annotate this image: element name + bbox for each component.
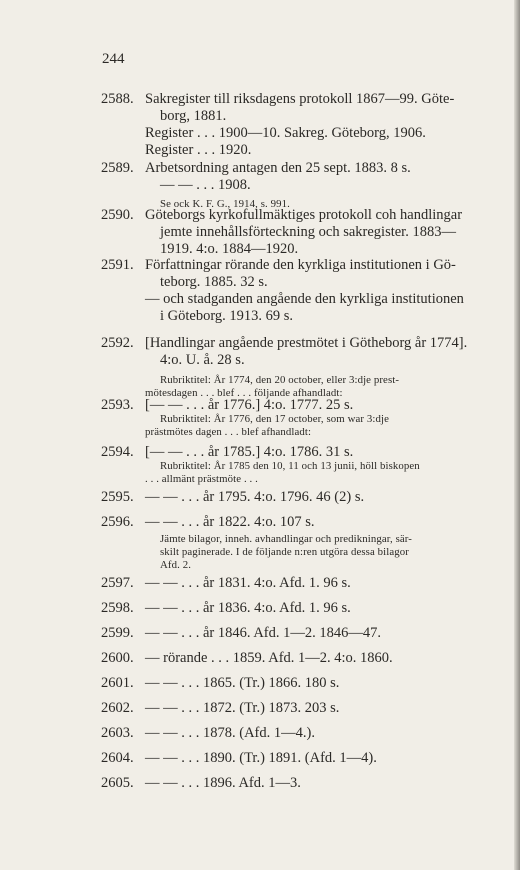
entry-text-line: Jämte bilagor, inneh. avhandlingar och predikningar, sär- (160, 533, 412, 545)
entry-number: 2599. (101, 625, 134, 641)
entry-number: 2605. (101, 775, 134, 791)
entry-number: 2596. (101, 514, 134, 530)
entry-text-line: 4:o. U. å. 28 s. (160, 352, 245, 368)
entry-text-line: — — . . . år 1836. 4:o. Afd. 1. 96 s. (145, 600, 351, 616)
entry-text-line: [Handlingar angående prestmötet i Götheborg år 1774]. (145, 335, 468, 351)
entry-text-line: [— — . . . år 1785.] 4:o. 1786. 31 s. (145, 444, 354, 460)
entry-text-line: 1919. 4:o. 1884—1920. (160, 241, 299, 257)
entry-text-line: — — . . . år 1831. 4:o. Afd. 1. 96 s. (145, 575, 351, 591)
entry-text-line: Göteborgs kyrkofullmäktiges protokoll coh handlingar (145, 207, 463, 223)
entry-text-line: jemte innehållsförteckning och sakregister. 1883— (160, 224, 456, 240)
entry-number: 2600. (101, 650, 134, 666)
entry-text-line: mötesdagen . . . blef . . . följande afhandladt: (145, 387, 343, 399)
entry-number: 2594. (101, 444, 134, 460)
entry-number: 2593. (101, 397, 134, 413)
entry-number: 2603. (101, 725, 134, 741)
entry-text-line: Rubriktitel: År 1785 den 10, 11 och 13 junii, höll biskopen (160, 460, 420, 472)
entry-text-line: prästmötes dagen . . . blef afhandladt: (145, 426, 312, 438)
entry-text-line: skilt paginerade. I de följande n:ren utgöra dessa bilagor (160, 546, 409, 558)
entry-number: 2597. (101, 575, 134, 591)
entry-number: 2590. (101, 207, 134, 223)
entry-text-line: — — . . . år 1846. Afd. 1—2. 1846—47. (145, 625, 382, 641)
entry-text-line: i Göteborg. 1913. 69 s. (160, 308, 294, 324)
entry-text-line: . . . allmänt prästmöte . . . (145, 473, 258, 485)
entry-text-line: — — . . . år 1822. 4:o. 107 s. (145, 514, 315, 530)
entry-number: 2588. (101, 91, 134, 107)
entry-number: 2595. (101, 489, 134, 505)
entry-text-line: — rörande . . . 1859. Afd. 1—2. 4:o. 1860. (145, 650, 393, 666)
entry-text-line: Sakregister till riksdagens protokoll 1867—99. Göte- (145, 91, 455, 107)
entry-text-line: — — . . . 1865. (Tr.) 1866. 180 s. (145, 675, 340, 691)
entry-text-line: Rubriktitel: År 1776, den 17 october, som war 3:dje (160, 413, 389, 425)
entry-number: 2604. (101, 750, 134, 766)
entry-text-line: borg, 1881. (160, 108, 227, 124)
page-edge-shadow (514, 0, 520, 870)
entry-number: 2589. (101, 160, 134, 176)
entry-text-line: Rubriktitel: År 1774, den 20 october, eller 3:dje prest- (160, 374, 400, 386)
entry-text-line: teborg. 1885. 32 s. (160, 274, 268, 290)
entry-text-line: — — . . . år 1795. 4:o. 1796. 46 (2) s. (145, 489, 365, 505)
entry-text-line: — — . . . 1908. (160, 177, 251, 193)
entry-text-line: Se ock K. F. G., 1914, s. 991. (160, 198, 290, 210)
entry-text-line: [— — . . . år 1776.] 4:o. 1777. 25 s. (145, 397, 354, 413)
entry-text-line: — — . . . 1896. Afd. 1—3. (145, 775, 301, 791)
entry-number: 2601. (101, 675, 134, 691)
entry-number: 2591. (101, 257, 134, 273)
entry-text-line: Register . . . 1920. (145, 142, 252, 158)
entry-number: 2598. (101, 600, 134, 616)
entry-text-line: Författningar rörande den kyrkliga institutionen i Gö- (145, 257, 456, 273)
entry-text-line: — — . . . 1878. (Afd. 1—4.). (145, 725, 315, 741)
entry-text-line: Afd. 2. (160, 559, 191, 571)
entry-text-line: Arbetsordning antagen den 25 sept. 1883. 8 s. (145, 160, 411, 176)
entry-text-line: — och stadganden angående den kyrkliga institutionen (145, 291, 464, 307)
entry-text-line: Register . . . 1900—10. Sakreg. Göteborg, 1906. (145, 125, 426, 141)
page-number: 244 (102, 51, 125, 67)
entry-number: 2592. (101, 335, 134, 351)
entry-text-line: — — . . . 1890. (Tr.) 1891. (Afd. 1—4). (145, 750, 377, 766)
entry-number: 2602. (101, 700, 134, 716)
entry-text-line: — — . . . 1872. (Tr.) 1873. 203 s. (145, 700, 340, 716)
